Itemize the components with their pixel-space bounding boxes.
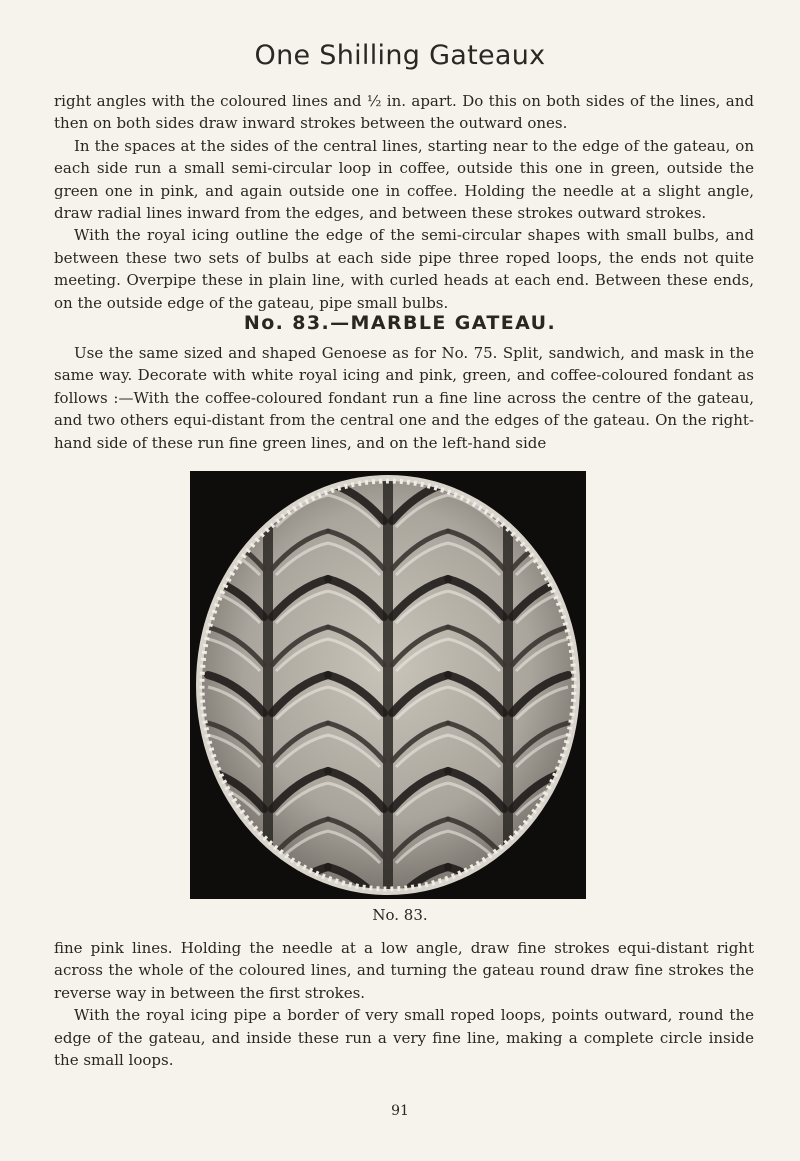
paragraph-1: right angles with the coloured lines and ½ in. apart. Do this on both sides of the lines, and then on both sides draw inward strokes between the outward ones. [54, 92, 754, 133]
figure-caption: No. 83. [372, 906, 428, 924]
text-block-bottom [54, 937, 754, 1071]
paragraph-5: fine pink lines. Holding the needle at a low angle, draw fine strokes equi-distant right across the whole of the coloured lines, and turning the gateau round draw fine strokes the reverse way in between the first strokes. [54, 939, 754, 1002]
page-title: One Shilling Gateaux [254, 40, 546, 71]
page-number: 91 [391, 1103, 409, 1119]
paragraph-6: With the royal icing pipe a border of very small roped loops, points outward, round the edge of the gateau, and inside these run a very fine line, making a complete circle inside the small loops. [54, 1006, 754, 1070]
text-block-mid [54, 342, 754, 454]
section-heading: No. 83.—MARBLE GATEAU. [243, 312, 557, 334]
paragraph-4: Use the same sized and shaped Genoese as for No. 75. Split, sandwich, and mask in the same way. Decorate with white royal icing and pink, green, and coffee-coloured fondant as follows :—With the coffee-coloured fondant run a fine line across the centre of the gateau, and two others equi-distant from the central one and the edges of the gateau. On the right-hand side of these run fine green lines, and on the left-hand side [54, 344, 754, 452]
paragraph-2: In the spaces at the sides of the central lines, starting near to the edge of the gateau, on each side run a small semi-circular loop in coffee, outside this one in green, outside the green one in pink, and again outside one in coffee. Holding the needle at a slight angle, draw radial lines inward from the edges, and between these strokes outward strokes. [54, 136, 754, 223]
gateau-photo [190, 471, 586, 899]
marble-gateau-illustration [190, 471, 586, 899]
paragraph-3: With the royal icing outline the edge of the semi-circular shapes with small bulbs, and between these two sets of bulbs at each side pipe three roped loops, the ends not quite meeting. Overpipe these in plain line, with curled heads at each end. Between these ends, on the outside edge of the gateau, pipe small bulbs. [54, 226, 754, 312]
text-block-top [54, 90, 754, 314]
